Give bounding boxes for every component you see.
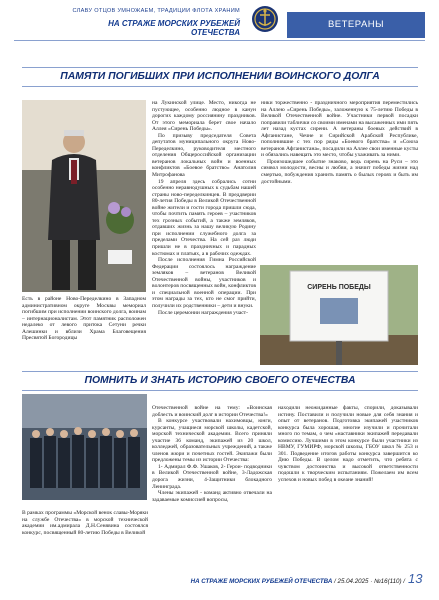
article2-column3 [278,405,418,484]
header-tagline: СЛАВУ ОТЦОВ УМНОЖАЕМ, ТРАДИЦИИ ФЛОТА ХРАНИМ [72,8,240,14]
page-number: 13 [408,571,423,586]
article2-paragraph: Отечественной войне на тему: «Воинская доблесть и воинский долг в истории Отечества!» [152,405,272,418]
article1-paragraph: ники торжественно - праздничного мероприятия переместились на Аллею «Сирень Победы», заложенную к 75-летию Победы в Великой Отечественной войне. Участники первой посадки поправили таблички со своими именами на высаженных ими пять лет назад кустах сирени. А ветераны боевых действий в Афганистане, Чечне и Сирийской Арабской Республике, пополнившие с тех пор ряды «Боевого братства» и «Союза ветеранов Афганистана», посадили на Аллее свои именные кусты и обязались навещать это место, чтобы ухаживать за ними. [261,100,418,159]
photo-lilac-sign [260,265,418,365]
header-divider [14,40,425,41]
naval-emblem-icon [250,4,280,34]
photo-veteran-planting [22,100,146,292]
footer-issue: / 25.04.2025 · №16(110) / [334,578,405,585]
article1-paragraph: После церемонии награждения участ- [158,309,248,316]
article1-photo-sign [260,265,418,365]
article2-paragraph: находили неожиданные факты, спорили, доказывали истину. Поставили и получили новые для себя знания и опыт от ветеранов. Подготовка экипажей участников конкурса была хорошая, многие изучили и прочитали много по темам, о чем «наставники экипажей передавали комиссию. Лучшими в этом конкурсе были участники из НВМУ, ГУМИРФ, морской школы, ГБОУ школ № 253 и 301. Подведение итогов работы конкурса завершится ко Дню Победы. В целом надо отметить, что ребята с чувством достоинства и высокой ответственности подошли к творческим испытаниям. Пожелаем им всем успехов и новых побед в океане знаний! [278,405,418,484]
article2-headline: ПОМНИТЬ И ЗНАТЬ ИСТОРИЮ СВОЕГО ОТЕЧЕСТВА [22,371,418,391]
article1-column2 [152,100,256,316]
article2-photo [22,394,147,500]
footer-newspaper: НА СТРАЖЕ МОРСКИХ РУБЕЖЕЙ ОТЕЧЕСТВА [190,578,333,585]
article2-paragraph: В конкурсе участвовали нахимовцы, юнги, курсанты, учащиеся морской школы, кадетской, морской технической академии. Всего приняли участие 36 команд, экипажей из 20 школ, колледжей, образовательных учреждений, а также членов жюри и почетных гостей. Экипажи были предложены темы из истории Отечества: [152,418,272,464]
article1-paragraph: 19 апреля здесь собрались сотни особенно неравнодушных к судьбам нашей страны ново-переделкинцев. В преддверии 80-летия Победы в Великой Отечественной войне жители и гости города пришли сюда, чтобы почтить память героев – участников тех грозных событий, а также земляков, отдавших жизнь за нашу великую Родину при исполнении служебного долга за пределами Отечества. На сей раз люди пришли не в праздничных и парадных костюмах и платьях, а в рабочих одеждах. [152,178,256,257]
article1-paragraph: После исполнения Гимна Российской Федерации состоялось награждение земляков – ветеранов Великой Отечественной войны, участников и волонтеров посвященных войн, конфликтов и специальной военной операции. При этом награды за тех, кто не смог прийти, получили их родственники – дети и внуки. [152,257,257,309]
photo-group-cadets [22,394,147,500]
article2-photo-caption: В рамках программы «Морской венок славы-Моряки на службе Отечества» в морской технической академии им.адмирала Д.Н.Сенявина состоялся конкурс, посвященный 80-летию Победы в Великой [22,510,148,536]
article1-photo [22,100,146,292]
article2-paragraph: 1- Адмирал Ф.Ф. Ушаков, 2- Герои- подводники в Великой Отечественной войне, 3-Ладожская дорога жизни, 4-Защитники блокадного Ленинграда. [152,463,272,490]
section-label-text: ВЕТЕРАНЫ [327,19,385,30]
article1-paragraph: Произошедшее событие знаково, ведь сирень на Руси – это символ молодости, весны и любви, а значит победы жизни над смертью, побуждения хранить память о былых героях и быть им достойными. [261,158,418,185]
section-label [287,12,425,38]
article1-headline: ПАМЯТИ ПОГИБШИХ ПРИ ИСПОЛНЕНИИ ВОИНСКОГО ДОЛГА [22,67,418,87]
article2-column2 [152,405,272,503]
article1-paragraph: на Лукинской улице. Место, никогда не пустующее, особенно людное в канун дорогих каждому россиянину праздников. От этого мемориала берет свое начало Аллея «Сирень Победы». [152,100,256,133]
footer-line [175,578,405,585]
article1-paragraph: По призыву председателя Совета депутатов муниципального округа Ново-Переделкино, руководителя местного отделения Общероссийской организации ветеранов локальных войн и военных конфликтов «Боевое братство» Анатолия Митрофанова [152,132,256,179]
article2-paragraph: Члены экипажей - команд активно отвечали на задаваемые комиссией вопросы, [152,490,272,503]
newspaper-title: НА СТРАЖЕ МОРСКИХ РУБЕЖЕЙ ОТЕЧЕСТВА [108,19,240,37]
article1-column3 [261,100,418,185]
sign-text: СИРЕНЬ ПОБЕДЫ [307,284,371,291]
article1-photo-caption: Есть в районе Ново-Переделкино в Западном административном округе Москвы мемориал погибшим при исполнении воинского долга, воинам – интернационалистам. Этот памятник расположен недалеко от левого притока Сетуни речки Алешинки и вблизи Храма Благовещения Пресвятой Богородицы [22,296,146,342]
